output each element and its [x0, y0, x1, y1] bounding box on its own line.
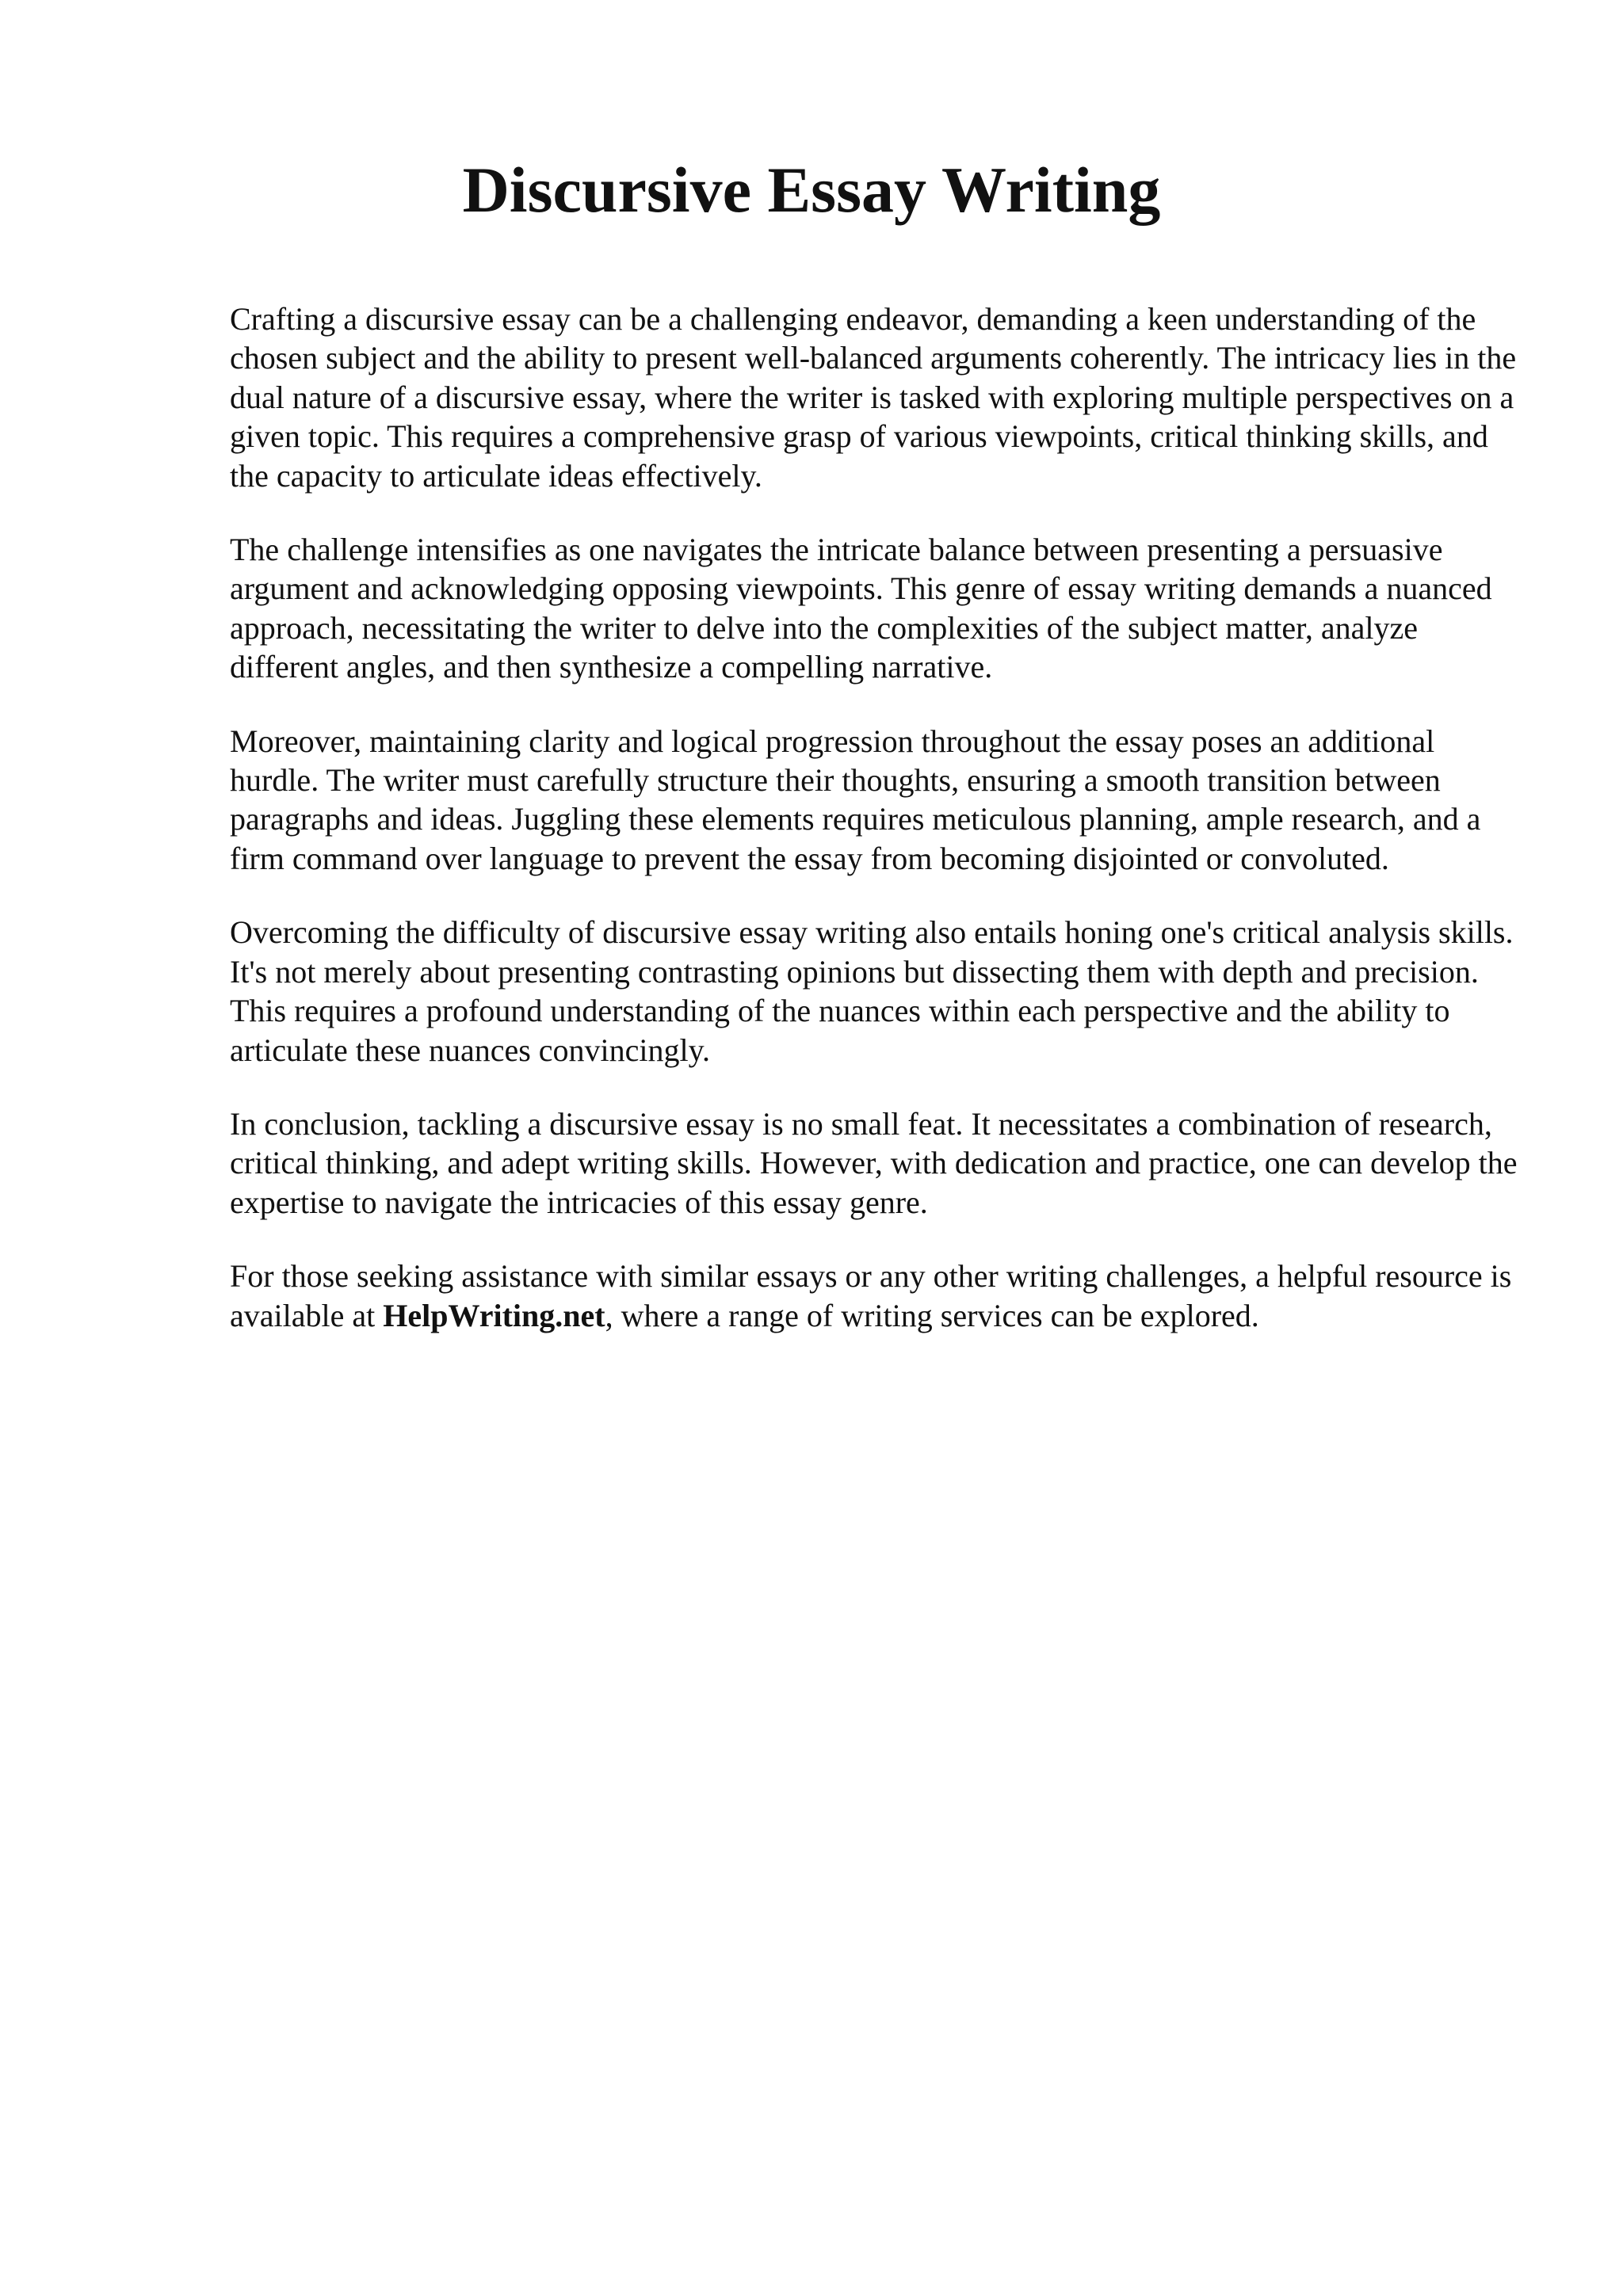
helpwriting-site-name: HelpWriting.net: [383, 1297, 605, 1333]
closing-text-before: For those seeking assistance with similar essays or any other writing challenges, a helpful resource is available at: [230, 1258, 1512, 1333]
document-body: [230, 299, 1518, 1335]
paragraph-3: Moreover, maintaining clarity and logical progression throughout the essay poses an additional hurdle. The writer must carefully structure their thoughts, ensuring a smooth transition between paragraphs and ideas. Juggling these elements requires meticulous planning, ample research, and a firm command over language to prevent the essay from becoming disjointed or convoluted.: [230, 723, 1481, 876]
paragraph-4: Overcoming the difficulty of discursive essay writing also entails honing one's critical analysis skills. It's not merely about presenting contrasting opinions but dissecting them with depth and precision. This requires a profound understanding of the nuances within each perspective and the ability to articulate these nuances convincingly.: [230, 914, 1514, 1068]
paragraph-5: In conclusion, tackling a discursive essay is no small feat. It necessitates a combination of research, critical thinking, and adept writing skills. However, with dedication and practice, one can develop the expertise to navigate the intricacies of this essay genre.: [230, 1105, 1518, 1220]
paragraph-2: The challenge intensifies as one navigates the intricate balance between presenting a persuasive argument and acknowledging opposing viewpoints. This genre of essay writing demands a nuanced approach, necessitating the writer to delve into the complexities of the subject matter, analyze different angles, and then synthesize a compelling narrative.: [230, 532, 1492, 685]
closing-text-after: , where a range of writing services can be explored.: [605, 1297, 1259, 1333]
paragraph-1: Crafting a discursive essay can be a challenging endeavor, demanding a keen understanding of the chosen subject and the ability to present well-balanced arguments coherently. The intricacy lies in the dual nature of a discursive essay, where the writer is tasked with exploring multiple perspectives on a given topic. This requires a comprehensive grasp of various viewpoints, critical thinking skills, and the capacity to articulate ideas effectively.: [230, 301, 1517, 494]
document-title: Discursive Essay Writing: [462, 154, 1161, 226]
closing-paragraph: [230, 1257, 1518, 1335]
